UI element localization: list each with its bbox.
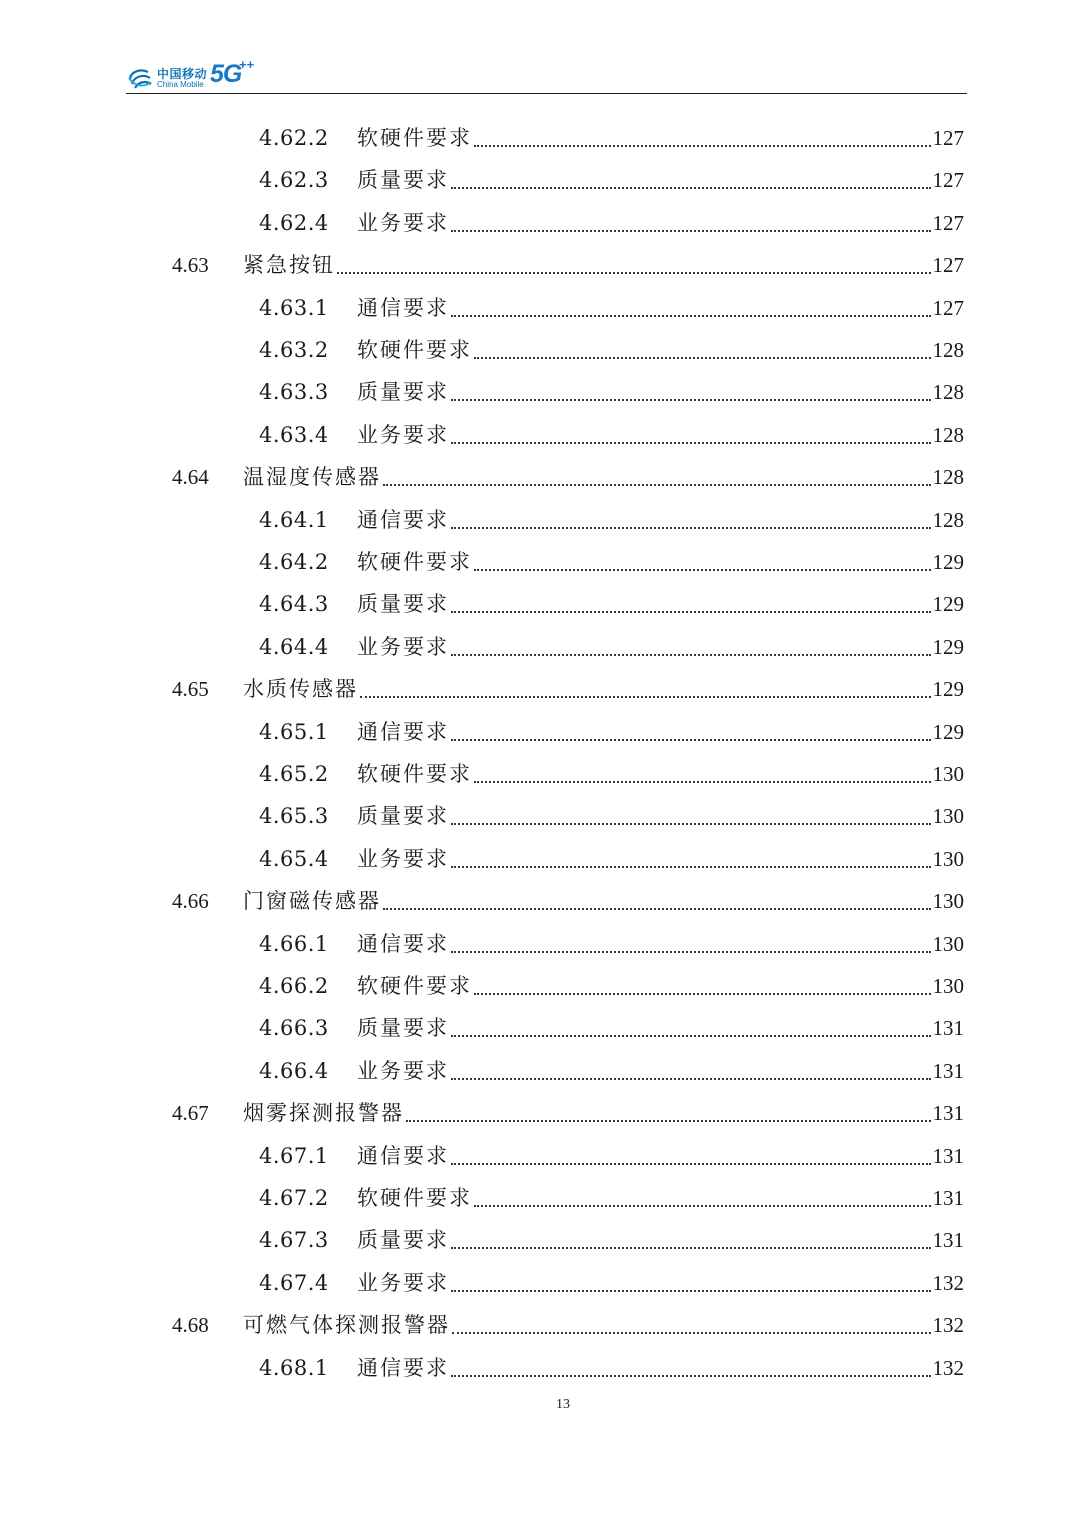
toc-entry-number: 4.63.1	[259, 295, 329, 320]
toc-leader-dots	[451, 823, 931, 825]
toc-entry-number: 4.67.2	[259, 1186, 329, 1210]
toc-entry-number: 4.62.2	[259, 126, 329, 150]
toc-entry-title: 通信要求	[357, 1355, 449, 1380]
toc-entry-page: 128	[932, 380, 964, 405]
toc-leader-dots	[451, 315, 931, 317]
toc-entry-page: 127	[932, 126, 964, 150]
toc-entry-title: 通信要求	[357, 719, 449, 744]
toc-entry-number: 4.66	[172, 889, 209, 914]
toc-section-entry[interactable]	[172, 456, 964, 498]
toc-leader-dots	[451, 951, 931, 953]
toc-entry-title: 可燃气体探测报警器	[243, 1313, 450, 1338]
toc-entry-number: 4.67.3	[259, 1228, 329, 1253]
toc-leader-dots	[451, 1290, 931, 1292]
toc-section-entry[interactable]	[172, 880, 964, 922]
toc-entry-page: 127	[932, 168, 964, 193]
toc-section-entry[interactable]	[172, 668, 964, 710]
toc-subsection-entry[interactable]	[259, 923, 964, 965]
toc-entry-page: 129	[932, 719, 964, 744]
toc-entry-title: 质量要求	[357, 168, 449, 193]
toc-entry-title: 业务要求	[357, 1058, 449, 1083]
toc-entry-number: 4.63.4	[259, 422, 329, 447]
toc-entry-page: 132	[932, 1355, 964, 1380]
toc-leader-dots	[337, 272, 931, 274]
toc-subsection-entry[interactable]	[259, 795, 964, 837]
toc-subsection-entry[interactable]	[259, 499, 964, 541]
toc-entry-title: 烟雾探测报警器	[243, 1101, 404, 1126]
toc-subsection-entry[interactable]	[259, 414, 964, 456]
toc-leader-dots	[451, 1247, 931, 1249]
toc-leader-dots	[451, 739, 931, 741]
toc-entry-number: 4.63	[172, 253, 209, 278]
toc-leader-dots	[451, 527, 931, 529]
toc-subsection-entry[interactable]	[259, 1135, 964, 1177]
toc-leader-dots	[451, 611, 931, 613]
toc-entry-number: 4.66.3	[259, 1016, 329, 1041]
toc-subsection-entry[interactable]	[259, 711, 964, 753]
toc-entry-page: 129	[932, 592, 964, 617]
toc-entry-page: 128	[932, 338, 964, 362]
toc-leader-dots	[474, 993, 931, 995]
toc-entry-number: 4.64.2	[259, 550, 329, 574]
toc-entry-title: 通信要求	[357, 931, 449, 956]
toc-entry-number: 4.68.1	[259, 1355, 329, 1380]
toc-subsection-entry[interactable]	[259, 329, 964, 371]
toc-entry-number: 4.64.3	[259, 592, 329, 617]
toc-entry-title: 质量要求	[357, 804, 449, 829]
toc-entry-page: 127	[932, 253, 964, 278]
toc-entry-page: 130	[932, 804, 964, 829]
logo-text-cn: 中国移动	[157, 67, 208, 81]
toc-entry-title: 业务要求	[357, 210, 449, 235]
toc-subsection-entry[interactable]	[259, 965, 964, 1007]
toc-leader-dots	[451, 1035, 931, 1037]
toc-subsection-entry[interactable]	[259, 583, 964, 625]
toc-subsection-entry[interactable]	[259, 1262, 964, 1304]
toc-entry-page: 129	[932, 550, 964, 574]
toc-subsection-entry[interactable]	[259, 1219, 964, 1261]
toc-entry-title: 质量要求	[357, 592, 449, 617]
toc-entry-title: 紧急按钮	[243, 253, 335, 278]
toc-leader-dots	[451, 1375, 931, 1377]
toc-entry-page: 132	[932, 1270, 964, 1295]
toc-entry-number: 4.64.4	[259, 634, 329, 659]
toc-entry-title: 软硬件要求	[357, 974, 472, 998]
toc-entry-number: 4.65.1	[259, 719, 329, 744]
toc-subsection-entry[interactable]	[259, 838, 964, 880]
toc-leader-dots	[474, 1205, 931, 1207]
toc-entry-number: 4.63.3	[259, 380, 329, 405]
toc-entry-title: 业务要求	[357, 634, 449, 659]
toc-subsection-entry[interactable]	[259, 371, 964, 413]
toc-entry-title: 业务要求	[357, 1270, 449, 1295]
toc-leader-dots	[406, 1120, 931, 1122]
toc-entry-number: 4.64	[172, 465, 209, 490]
toc-entry-number: 4.67.4	[259, 1270, 329, 1295]
page-header	[126, 57, 967, 94]
toc-subsection-entry[interactable]	[259, 1177, 964, 1219]
toc-entry-title: 通信要求	[357, 507, 449, 532]
toc-entry-title: 通信要求	[357, 1143, 449, 1168]
toc-entry-number: 4.66.2	[259, 974, 329, 998]
toc-entry-page: 131	[932, 1186, 964, 1210]
toc-entry-page: 129	[932, 677, 964, 702]
toc-entry-title: 水质传感器	[243, 677, 358, 702]
toc-entry-page: 127	[932, 295, 964, 320]
toc-entry-title: 软硬件要求	[357, 550, 472, 574]
toc-entry-page: 128	[932, 422, 964, 447]
toc-entry-page: 130	[932, 762, 964, 786]
toc-leader-dots	[474, 145, 931, 147]
toc-entry-page: 130	[932, 974, 964, 998]
toc-entry-page: 127	[932, 210, 964, 235]
toc-subsection-entry[interactable]	[259, 159, 964, 201]
toc-leader-dots	[474, 357, 931, 359]
toc-entry-title: 业务要求	[357, 846, 449, 871]
toc-entry-title: 质量要求	[357, 1016, 449, 1041]
toc-subsection-entry[interactable]	[259, 1347, 964, 1389]
toc-entry-number: 4.62.4	[259, 210, 329, 235]
page-number: 13	[556, 1397, 570, 1412]
toc-entry-number: 4.68	[172, 1313, 209, 1338]
header-divider	[126, 93, 967, 94]
toc-entry-title: 门窗磁传感器	[243, 889, 381, 914]
toc-entry-number: 4.65.2	[259, 762, 329, 786]
toc-section-entry[interactable]	[172, 1304, 964, 1346]
toc-entry-page: 130	[932, 931, 964, 956]
toc-entry-page: 131	[932, 1228, 964, 1253]
toc-entry-title: 软硬件要求	[357, 762, 472, 786]
toc-leader-dots	[474, 569, 931, 571]
toc-entry-number: 4.65.3	[259, 804, 329, 829]
toc-entry-page: 132	[932, 1313, 964, 1338]
toc-entry-title: 通信要求	[357, 295, 449, 320]
toc-leader-dots	[451, 187, 931, 189]
toc-entry-page: 131	[932, 1101, 964, 1126]
toc-leader-dots	[383, 908, 931, 910]
toc-section-entry[interactable]	[172, 244, 964, 286]
toc-subsection-entry[interactable]	[259, 1050, 964, 1092]
toc-entry-number: 4.65.4	[259, 846, 329, 871]
toc-section-entry[interactable]	[172, 1092, 964, 1134]
toc-leader-dots	[451, 399, 931, 401]
toc-entry-title: 软硬件要求	[357, 1186, 472, 1210]
toc-entry-page: 128	[932, 465, 964, 490]
toc-leader-dots	[451, 654, 931, 656]
toc-leader-dots	[474, 781, 931, 783]
toc-entry-title: 软硬件要求	[357, 338, 472, 362]
toc-entry-page: 128	[932, 507, 964, 532]
toc-subsection-entry[interactable]	[259, 541, 964, 583]
logo-5g-mark: 5G	[210, 60, 242, 88]
toc-leader-dots	[451, 1078, 931, 1080]
toc-entry-title: 温湿度传感器	[243, 465, 381, 490]
toc-entry-number: 4.65	[172, 677, 209, 702]
toc-subsection-entry[interactable]	[259, 287, 964, 329]
toc-entry-page: 131	[932, 1058, 964, 1083]
toc-entry-number: 4.62.3	[259, 168, 329, 193]
toc-subsection-entry[interactable]	[259, 626, 964, 668]
logo-plus-mark: ++	[239, 57, 255, 72]
toc-entry-number: 4.66.4	[259, 1058, 329, 1083]
toc-entry-title: 软硬件要求	[357, 126, 472, 150]
toc-entry-number: 4.63.2	[259, 338, 329, 362]
toc-entry-title: 质量要求	[357, 380, 449, 405]
toc-entry-number: 4.67	[172, 1101, 209, 1126]
toc-leader-dots	[451, 866, 931, 868]
toc-entry-number: 4.64.1	[259, 507, 329, 532]
toc-entry-title: 质量要求	[357, 1228, 449, 1253]
toc-leader-dots	[451, 442, 931, 444]
toc-leader-dots	[360, 696, 931, 698]
toc-subsection-entry[interactable]	[259, 117, 964, 159]
toc-entry-page: 131	[932, 1016, 964, 1041]
toc-subsection-entry[interactable]	[259, 1007, 964, 1049]
toc-entry-page: 131	[932, 1143, 964, 1168]
toc-subsection-entry[interactable]	[259, 202, 964, 244]
toc-leader-dots	[383, 484, 931, 486]
toc-leader-dots	[451, 1163, 931, 1165]
toc-entry-number: 4.66.1	[259, 931, 329, 956]
toc-entry-page: 130	[932, 846, 964, 871]
toc-entry-page: 130	[932, 889, 964, 914]
logo-text-en: China Mobile	[157, 80, 204, 89]
china-mobile-logo-icon	[126, 64, 154, 92]
toc-entry-number: 4.67.1	[259, 1143, 329, 1168]
toc-entry-page: 129	[932, 634, 964, 659]
toc-entry-title: 业务要求	[357, 422, 449, 447]
toc-leader-dots	[451, 230, 931, 232]
toc-leader-dots	[452, 1332, 931, 1334]
toc-subsection-entry[interactable]	[259, 753, 964, 795]
